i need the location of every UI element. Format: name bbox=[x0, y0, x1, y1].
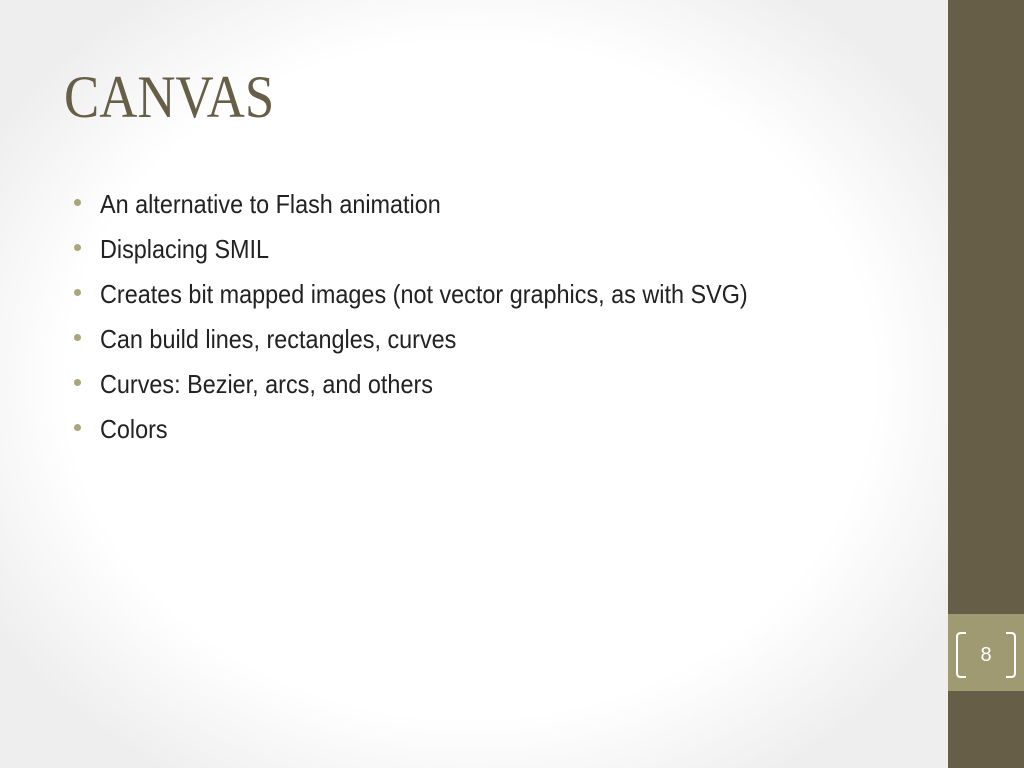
bullet-item bbox=[72, 227, 820, 272]
bullet-dot-icon bbox=[74, 379, 81, 386]
slide-title: CANVAS bbox=[64, 64, 275, 130]
bullet-item bbox=[72, 317, 820, 362]
bullet-text: Creates bit mapped images (not vector graphics, as with SVG) bbox=[100, 279, 748, 309]
bullet-dot-icon bbox=[74, 334, 81, 341]
bullet-dot-icon bbox=[74, 424, 81, 431]
bullet-dot-icon bbox=[74, 199, 81, 206]
bullet-text: An alternative to Flash animation bbox=[100, 189, 441, 219]
bullet-list bbox=[72, 182, 820, 452]
page-number: 8 bbox=[980, 644, 992, 666]
bullet-dot-icon bbox=[74, 244, 81, 251]
bullet-text: Colors bbox=[100, 414, 168, 444]
bullet-text: Can build lines, rectangles, curves bbox=[100, 324, 457, 354]
bullet-item bbox=[72, 362, 820, 407]
bullet-dot-icon bbox=[74, 289, 81, 296]
bullet-item bbox=[72, 272, 820, 317]
bullet-text: Curves: Bezier, arcs, and others bbox=[100, 369, 433, 399]
bullet-text: Displacing SMIL bbox=[100, 234, 270, 264]
bullet-item bbox=[72, 407, 820, 452]
bullet-item bbox=[72, 182, 820, 227]
